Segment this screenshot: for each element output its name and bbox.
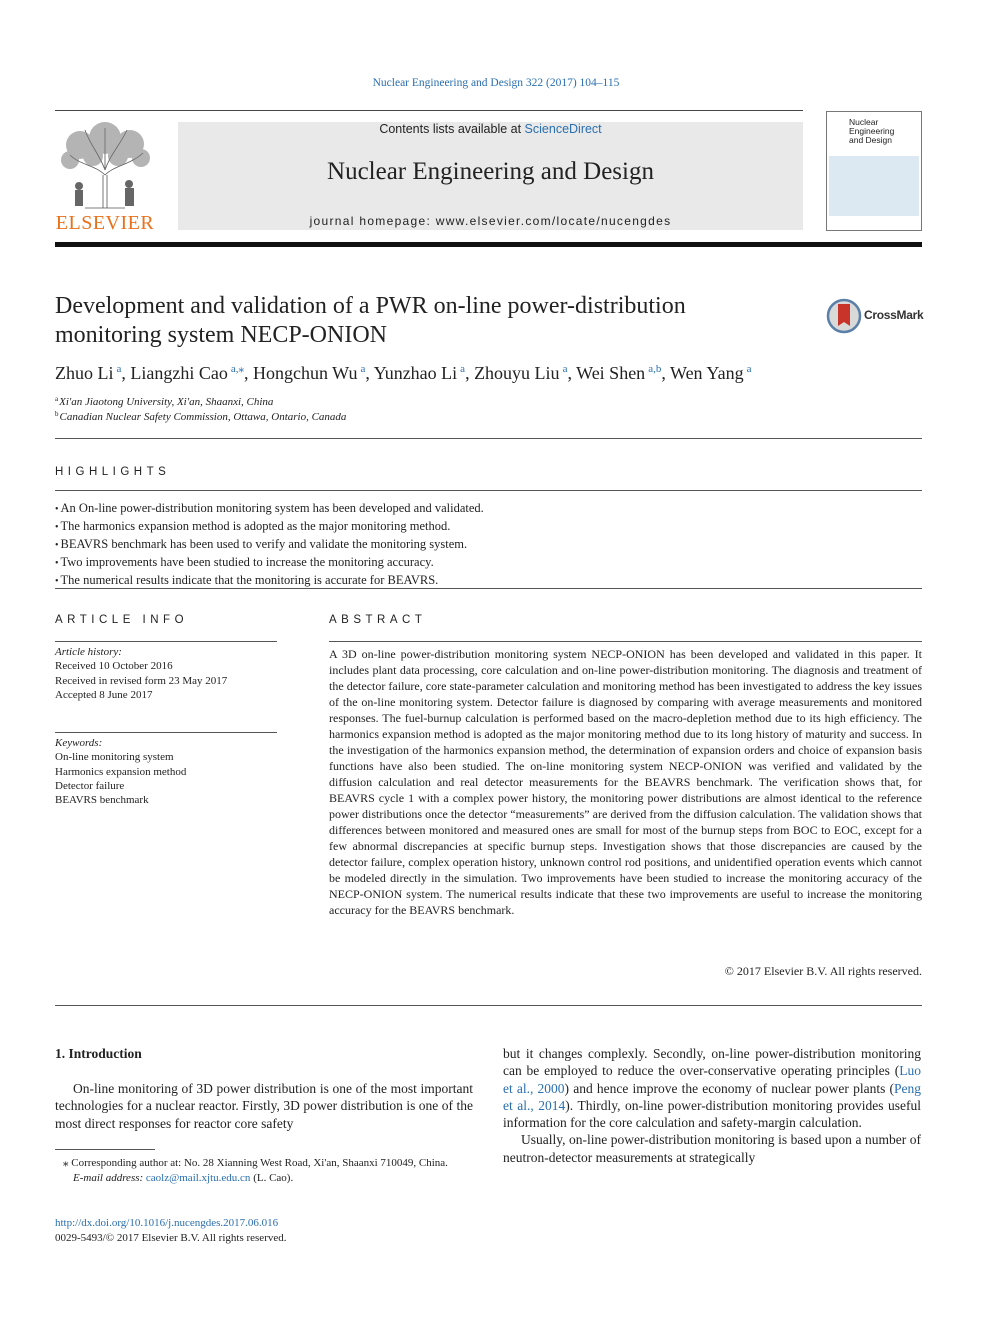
email-line [55,1171,473,1186]
history-label: Article history: [55,646,122,658]
intro-text: but it changes complexly. Secondly, on-line power-distribution monitoring can be employed to reduce the over-conservative operating principles ( [503,1046,921,1079]
author[interactable]: Wei Shen [576,363,646,383]
abstract-rule [329,641,922,642]
keywords [55,736,277,807]
journal-cover-thumbnail[interactable] [826,111,922,231]
cover-title-line1: Nuclear Engineering [849,117,895,136]
history-revised: Received in revised form 23 May 2017 [55,674,228,687]
author[interactable]: Hongchun Wu [253,363,358,383]
affiliation-a [55,395,273,408]
email-link[interactable]: caolz@mail.xjtu.edu.cn [145,1172,251,1184]
abstract-copyright: © 2017 Elsevier B.V. All rights reserved. [724,964,922,978]
cover-title [849,118,919,145]
cover-title-line2: and Design [849,135,893,145]
author[interactable]: Yunzhao Li [373,363,458,383]
intro-paragraph-3: Usually, on-line power-distribution monitoring is based upon a number of neutron-detector measurements at strategically [503,1132,921,1165]
issn-line: 0029-5493/© 2017 Elsevier B.V. All rights reserved. [55,1232,287,1244]
intro-column-2 [503,1045,921,1166]
footnote [55,1156,473,1186]
article-title: Development and validation of a PWR on-line power-distribution monitoring system NECP-ONION [55,293,686,348]
history-received: Received 10 October 2016 [55,660,173,673]
intro-paragraph-2 [503,1045,921,1131]
affiliation-rule [55,438,922,439]
affiliation-a-text: Xi'an Jiaotong University, Xi'an, Shaanxi, China [59,396,274,408]
abstract-text: A 3D on-line power-distribution monitoring system NECP-ONION has been developed and validated in this paper. It includes plant data processing, core calculation and on-line power-distribution monitoring. The diagnosis and treatment of the detector failure, core state-parameter calculation and monitoring method has been investigated to address the key issues of the on-line monitoring system. Detector failure is diagnosed by comparing with average measurements and monitored responses. The fuel-burnup calculation is performed based on the macro-depletion method due to its high efficiency. The harmonics expansion method is adopted as the major monitoring method due to its long history of maturity and success. In the investigation of the harmonics expansion method, the determination of expansion orders and choice of expansion basis functions have also been studied. The on-line monitoring system NECP-ONION was verified and validated by the diffusion calculation and real detector measurements for the BEAVRS benchmark. The verification shows that, for BEAVRS cycle 1 with a complex power history, the monitoring power distributions are almost identical to the reference power distributions once the detector “measurements” are derived from the diffusion calculation. The validation shows that differences between monitored and measured ones are small for most of the burnup steps from BOC to EOC, except for a few abnormal discrepancies at specific burnup steps. Investigation shows that those discrepancies are caused by the detector failure, complex operation history, unknown control rod positions, and unidentified operation events which cannot be modeled directly in the simulation. Two improvements have been studied to increase the monitoring accuracy of the NECP-ONION system. The numerical results indicate that these two improvements are useful to increase the monitoring accuracy for the BEAVRS benchmark. [329,647,922,917]
highlights-heading: HIGHLIGHTS [55,466,171,478]
keyword-item: BEAVRS benchmark [55,794,149,807]
intro-text: ). Thirdly, on-line power-distribution monitoring provides useful information for the core calculation and safety-margin calculation. [503,1097,921,1131]
doi-block [55,1216,287,1246]
article-history [55,645,277,702]
author-affiliation-marker[interactable]: a [116,363,122,375]
author-list: Zhuo Li $^a$, Liangzhi Cao $^{a,⁎}$, Hongchun Wu $^a$, Yunzhao Li $^a$, Zhouyu Liu $^a$, Wei Shen $^{a,b}$, Wen Yang $^a$ [55,363,752,383]
affiliation-b [55,410,346,423]
email-suffix: (L. Cao). [250,1172,294,1184]
author-affiliation-marker[interactable]: a,⁎ [230,363,245,375]
sciencedirect-link[interactable]: ScienceDirect [524,122,602,136]
header-thick-rule [55,242,922,247]
body-rule [55,1005,922,1006]
keywords-label: Keywords: [55,737,103,749]
footnote-rule [55,1149,155,1150]
corresponding-author-note: ⁎ Corresponding author at: No. 28 Xianning West Road, Xi'an, Shaanxi 710049, China. [63,1157,448,1169]
author-affiliation-marker[interactable]: a [360,363,366,375]
author-affiliation-marker[interactable]: a [562,363,568,375]
reference-peng-2014[interactable]: Peng et al., 2014 [503,1080,921,1113]
keywords-rule [55,732,277,733]
keyword-item: On-line monitoring system [55,751,174,764]
crossmark-label: CrossMark [864,308,924,322]
journal-homepage[interactable]: journal homepage: www.elsevier.com/locate/nucengdes [309,214,672,228]
affiliation-b-text: Canadian Nuclear Safety Commission, Ottawa, Ontario, Canada [59,411,347,423]
article-info-heading: ARTICLE INFO [55,614,189,626]
elsevier-tree-icon [55,120,155,212]
abstract-heading: ABSTRACT [329,614,427,626]
highlights-rule [55,490,922,491]
crossmark-badge[interactable] [826,298,926,334]
email-label: E-mail address: [73,1172,144,1184]
highlight-item: • BEAVRS benchmark has been used to verify and validate the monitoring system. [55,536,915,554]
affiliation-b-key: b [55,410,59,418]
elsevier-wordmark: ELSEVIER [55,212,155,234]
elsevier-logo[interactable] [55,120,155,232]
author[interactable]: Wen Yang [670,363,744,383]
history-accepted: Accepted 8 June 2017 [55,688,153,701]
author-affiliation-marker[interactable]: a [460,363,466,375]
affiliation-a-key: a [55,395,59,403]
author[interactable]: Zhouyu Liu [474,363,560,383]
crossmark-icon [826,298,862,334]
article-info-rule [55,641,277,642]
keyword-item: Harmonics expansion method [55,765,187,778]
highlights-list [55,500,915,590]
highlights-bottom-rule [55,588,922,589]
header-rule [55,110,803,111]
journal-banner [178,122,803,230]
journal-name: Nuclear Engineering and Design [327,158,654,185]
author[interactable]: Zhuo Li [55,363,114,383]
intro-paragraph-1: On-line monitoring of 3D power distribution is one of the most important technologies for a nuclear reactor. Firstly, 3D power distribution is one of the most direct responses for reactor core safety [55,1081,473,1131]
author-affiliation-marker[interactable]: a [746,363,752,375]
journal-citation[interactable]: Nuclear Engineering and Design 322 (2017) 104–115 [372,77,620,89]
highlight-item: • Two improvements have been studied to increase the monitoring accuracy. [55,554,915,572]
keyword-item: Detector failure [55,779,125,792]
author-affiliation-marker[interactable]: a,b [648,363,662,375]
reference-luo-2000[interactable]: Luo et al., 2000 [503,1063,921,1096]
highlight-item: • The numerical results indicate that the monitoring is accurate for BEAVRS. [55,572,915,590]
section-heading-introduction: 1. Introduction [55,1046,142,1061]
highlight-item: • The harmonics expansion method is adopted as the major monitoring method. [55,518,915,536]
author[interactable]: Liangzhi Cao [130,363,228,383]
highlight-item: • An On-line power-distribution monitoring system has been developed and validated. [55,500,915,518]
contents-available-line [178,122,803,136]
cover-image [829,156,919,216]
contents-prefix: Contents lists available at [379,122,525,136]
doi-link[interactable]: http://dx.doi.org/10.1016/j.nucengdes.2017.06.016 [55,1217,279,1229]
intro-text: ) and hence improve the economy of nuclear power plants ( [564,1080,894,1096]
